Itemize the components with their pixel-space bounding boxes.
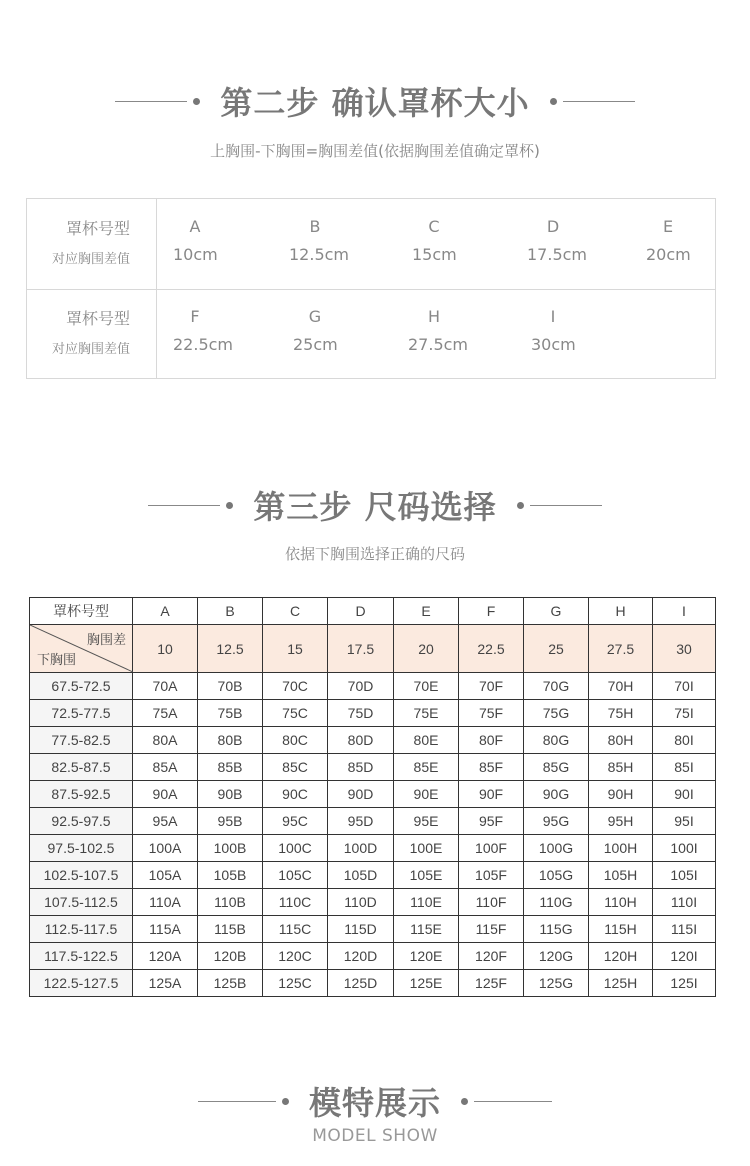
size-cell: 80F: [459, 727, 524, 754]
underbust-range-cell: 112.5-117.5: [30, 916, 133, 943]
cup-diff: 22.5cm: [173, 335, 234, 354]
size-cell: 75E: [394, 700, 459, 727]
size-cell: 80G: [524, 727, 589, 754]
cup-type-label: 罩杯号型: [65, 309, 130, 328]
cup-cell: [527, 199, 627, 289]
model-subtitle: MODEL SHOW: [312, 1126, 438, 1146]
cup-diff: 20cm: [646, 245, 691, 264]
size-cell: 115F: [459, 916, 524, 943]
size-cell: 70I: [653, 673, 716, 700]
size-cell: 125C: [263, 970, 328, 997]
size-cell: 105C: [263, 862, 328, 889]
size-cell: 110D: [328, 889, 394, 916]
cup-letter: F: [190, 307, 200, 326]
underbust-range-cell: 122.5-127.5: [30, 970, 133, 997]
diff-value-cell: 30: [653, 625, 716, 673]
size-cell: 75I: [653, 700, 716, 727]
cup-header-cell: C: [263, 598, 328, 625]
size-row: [30, 916, 716, 943]
size-cell: 110I: [653, 889, 716, 916]
size-cell: 70D: [328, 673, 394, 700]
model-heading: [0, 1078, 750, 1124]
size-row: [30, 727, 716, 754]
diag-bottom-label: 下胸围: [37, 652, 77, 667]
step3-subtitle: 依据下胸围选择正确的尺码: [284, 545, 465, 563]
heading-dot-left: [193, 98, 200, 105]
size-cell: 120D: [328, 943, 394, 970]
size-row: [30, 781, 716, 808]
size-row: [30, 889, 716, 916]
size-cell: 90A: [133, 781, 198, 808]
cup-cell: [531, 289, 631, 379]
size-cell: 95C: [263, 808, 328, 835]
size-cell: 75G: [524, 700, 589, 727]
size-row: [30, 943, 716, 970]
step3-title: 第三步 尺码选择: [253, 488, 497, 526]
size-cell: 115E: [394, 916, 459, 943]
size-cell: 125H: [589, 970, 653, 997]
heading-line-right: [563, 101, 635, 102]
size-cell: 110C: [263, 889, 328, 916]
size-cell: 95G: [524, 808, 589, 835]
cup-letter: A: [189, 217, 201, 236]
heading-line-right: [530, 505, 602, 506]
cup-header-cell: A: [133, 598, 198, 625]
size-cell: 75D: [328, 700, 394, 727]
size-cell: 100I: [653, 835, 716, 862]
underbust-range-cell: 77.5-82.5: [30, 727, 133, 754]
cup-header-cell: H: [589, 598, 653, 625]
size-cell: 100A: [133, 835, 198, 862]
size-cell: 115H: [589, 916, 653, 943]
heading-line-right: [474, 1101, 552, 1102]
diff-value-cell: 17.5: [328, 625, 394, 673]
size-cell: 75H: [589, 700, 653, 727]
size-cell: 120G: [524, 943, 589, 970]
size-cell: 90C: [263, 781, 328, 808]
heading-line-left: [198, 1101, 276, 1102]
size-cell: 120C: [263, 943, 328, 970]
cup-diff: 27.5cm: [408, 335, 469, 354]
underbust-range-cell: 102.5-107.5: [30, 862, 133, 889]
size-cell: 115D: [328, 916, 394, 943]
size-cell: 105G: [524, 862, 589, 889]
size-cell: 105H: [589, 862, 653, 889]
size-cell: 110F: [459, 889, 524, 916]
size-cell: 95I: [653, 808, 716, 835]
size-cell: 95E: [394, 808, 459, 835]
size-cell: 125I: [653, 970, 716, 997]
size-cell: 100G: [524, 835, 589, 862]
size-cell: 125G: [524, 970, 589, 997]
size-cell: 85B: [198, 754, 263, 781]
size-cell: 110H: [589, 889, 653, 916]
size-cell: 115C: [263, 916, 328, 943]
size-cell: 70F: [459, 673, 524, 700]
size-cell: 85C: [263, 754, 328, 781]
diff-value-cell: 22.5: [459, 625, 524, 673]
size-cell: 80C: [263, 727, 328, 754]
size-row: [30, 700, 716, 727]
size-cell: 110G: [524, 889, 589, 916]
heading-line-left: [148, 505, 220, 506]
model-title: 模特展示: [308, 1084, 441, 1122]
heading-dot-right: [461, 1098, 468, 1105]
size-row: [30, 862, 716, 889]
size-cell: 80A: [133, 727, 198, 754]
cup-letter: E: [662, 217, 674, 236]
size-cell: 110B: [198, 889, 263, 916]
size-row: [30, 808, 716, 835]
size-cell: 110E: [394, 889, 459, 916]
cup-row-1: [27, 199, 715, 290]
size-cell: 115I: [653, 916, 716, 943]
size-cell: 105D: [328, 862, 394, 889]
size-cell: 100D: [328, 835, 394, 862]
cup-cell: [173, 199, 273, 289]
cup-header-cell: I: [653, 598, 716, 625]
size-cell: 75F: [459, 700, 524, 727]
size-cell: 125D: [328, 970, 394, 997]
diff-value-cell: 12.5: [198, 625, 263, 673]
size-cell: 95H: [589, 808, 653, 835]
underbust-range-cell: 92.5-97.5: [30, 808, 133, 835]
size-cell: 115G: [524, 916, 589, 943]
underbust-range-cell: 117.5-122.5: [30, 943, 133, 970]
size-cell: 100H: [589, 835, 653, 862]
size-cell: 80H: [589, 727, 653, 754]
size-cell: 70G: [524, 673, 589, 700]
cup-header-cell: D: [328, 598, 394, 625]
size-cell: 85F: [459, 754, 524, 781]
size-cell: 100B: [198, 835, 263, 862]
size-cell: 75C: [263, 700, 328, 727]
cup-header-cell: B: [198, 598, 263, 625]
underbust-range-cell: 82.5-87.5: [30, 754, 133, 781]
size-cell: 75B: [198, 700, 263, 727]
cup-difference-table: [26, 198, 716, 379]
size-cell: 125E: [394, 970, 459, 997]
size-cell: 100F: [459, 835, 524, 862]
size-cell: 80D: [328, 727, 394, 754]
size-cell: 120B: [198, 943, 263, 970]
diff-label: 对应胸围差值: [51, 342, 130, 357]
underbust-range-cell: 107.5-112.5: [30, 889, 133, 916]
size-cell: 110A: [133, 889, 198, 916]
diagonal-header-cell: [30, 625, 133, 673]
heading-dot-left: [282, 1098, 289, 1105]
size-cell: 85G: [524, 754, 589, 781]
cup-letter: H: [427, 307, 441, 326]
step2-title: 第二步 确认罩杯大小: [220, 84, 530, 122]
size-cell: 105F: [459, 862, 524, 889]
cup-cell: [408, 289, 508, 379]
cup-diff: 15cm: [412, 245, 457, 264]
cup-cell: [412, 199, 512, 289]
cup-letter: G: [308, 307, 322, 326]
size-cell: 120E: [394, 943, 459, 970]
size-cell: 95F: [459, 808, 524, 835]
cup-diff: 10cm: [173, 245, 218, 264]
heading-dot-left: [226, 502, 233, 509]
cup-header-cell: F: [459, 598, 524, 625]
size-cell: 120A: [133, 943, 198, 970]
diff-value-cell: 27.5: [589, 625, 653, 673]
heading-dot-right: [550, 98, 557, 105]
size-cell: 85H: [589, 754, 653, 781]
cup-letter: D: [546, 217, 560, 236]
size-cell: 90E: [394, 781, 459, 808]
size-cell: 105A: [133, 862, 198, 889]
cup-cell: [293, 289, 393, 379]
diff-value-cell: 10: [133, 625, 198, 673]
size-cell: 125B: [198, 970, 263, 997]
cup-cell: [289, 199, 389, 289]
size-cell: 85E: [394, 754, 459, 781]
size-cell: 85D: [328, 754, 394, 781]
cup-row-label: [27, 199, 157, 289]
heading-dot-right: [517, 502, 524, 509]
heading-line-left: [115, 101, 187, 102]
diff-value-cell: 15: [263, 625, 328, 673]
size-cell: 80E: [394, 727, 459, 754]
size-row: [30, 970, 716, 997]
diff-value-cell: 25: [524, 625, 589, 673]
underbust-range-cell: 67.5-72.5: [30, 673, 133, 700]
cup-cell: [173, 289, 273, 379]
cup-type-label: 罩杯号型: [65, 219, 130, 238]
size-cell: 90H: [589, 781, 653, 808]
size-row: [30, 673, 716, 700]
size-cell: 90B: [198, 781, 263, 808]
size-cell: 120H: [589, 943, 653, 970]
cup-cell: [646, 199, 746, 289]
cup-header-row: [30, 598, 716, 625]
size-cell: 80B: [198, 727, 263, 754]
size-cell: 120I: [653, 943, 716, 970]
cup-diff: 17.5cm: [527, 245, 588, 264]
diff-label: 对应胸围差值: [51, 252, 130, 267]
size-cell: 125A: [133, 970, 198, 997]
cup-row-2: [27, 289, 715, 379]
size-cell: 70A: [133, 673, 198, 700]
cup-letter: I: [550, 307, 556, 326]
size-cell: 105B: [198, 862, 263, 889]
cup-diff: 25cm: [293, 335, 338, 354]
step2-subtitle: 上胸围-下胸围=胸围差值(依据胸围差值确定罩杯): [210, 142, 540, 160]
size-row: [30, 754, 716, 781]
size-cell: 105E: [394, 862, 459, 889]
diag-top-label: 胸围差: [86, 632, 126, 647]
size-cell: 100C: [263, 835, 328, 862]
size-cell: 115A: [133, 916, 198, 943]
size-cell: 90D: [328, 781, 394, 808]
size-cell: 70E: [394, 673, 459, 700]
cup-row-label: [27, 289, 157, 379]
underbust-range-cell: 97.5-102.5: [30, 835, 133, 862]
cup-header-cell: E: [394, 598, 459, 625]
corner-header: 罩杯号型: [30, 598, 133, 625]
step3-heading: [0, 482, 750, 528]
underbust-range-cell: 72.5-77.5: [30, 700, 133, 727]
cup-diff: 30cm: [531, 335, 576, 354]
underbust-range-cell: 87.5-92.5: [30, 781, 133, 808]
size-cell: 100E: [394, 835, 459, 862]
size-cell: 70H: [589, 673, 653, 700]
step2-heading: [0, 78, 750, 124]
size-cell: 125F: [459, 970, 524, 997]
size-cell: 80I: [653, 727, 716, 754]
size-cell: 95A: [133, 808, 198, 835]
size-cell: 75A: [133, 700, 198, 727]
cup-header-cell: G: [524, 598, 589, 625]
cup-letter: B: [309, 217, 321, 236]
size-cell: 115B: [198, 916, 263, 943]
size-cell: 70B: [198, 673, 263, 700]
size-cell: 85I: [653, 754, 716, 781]
size-row: [30, 835, 716, 862]
size-cell: 120F: [459, 943, 524, 970]
size-cell: 85A: [133, 754, 198, 781]
size-cell: 105I: [653, 862, 716, 889]
size-cell: 95D: [328, 808, 394, 835]
diff-row: [30, 625, 716, 673]
size-cell: 95B: [198, 808, 263, 835]
size-cell: 90F: [459, 781, 524, 808]
diff-value-cell: 20: [394, 625, 459, 673]
size-cell: 70C: [263, 673, 328, 700]
size-chart-table: [29, 597, 716, 997]
size-cell: 90G: [524, 781, 589, 808]
cup-letter: C: [428, 217, 440, 236]
cup-diff: 12.5cm: [289, 245, 350, 264]
size-cell: 90I: [653, 781, 716, 808]
